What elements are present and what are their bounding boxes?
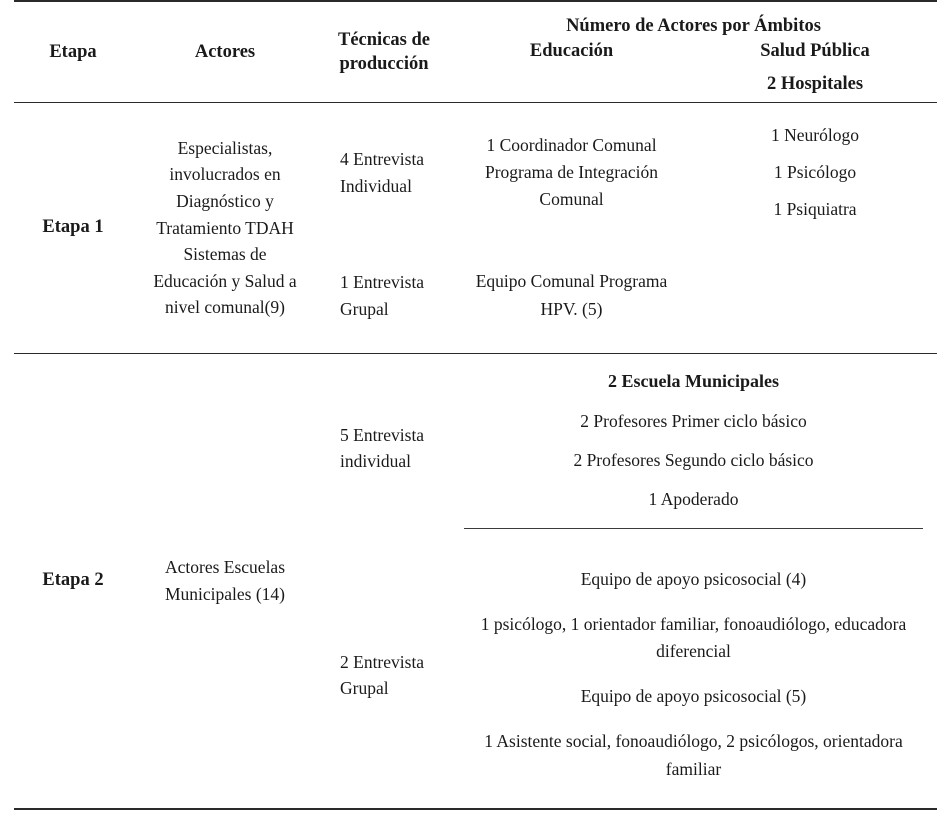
header-hospitales: 2 Hospitales [766,74,864,94]
detail-line: 2 Profesores Segundo ciclo básico [573,449,814,470]
header-salud-publica: Salud Pública [760,41,870,61]
header-actores: Actores [194,41,256,62]
salud-item: 1 Psicólogo [773,162,857,183]
header-tecnicas: Técnicas de producción [338,29,430,74]
cell-etapa-1-salud-1 [693,103,937,243]
detail-line: 1 Asistente social, fonoaudiólogo, 2 psicólogos, orientadora familiar [484,731,903,779]
actors-table [14,0,937,810]
salud-item: 1 Neurólogo [771,125,859,145]
row-group-etapa-1 [14,103,937,354]
detail-line: Equipo de apoyo psicosocial (5) [580,686,807,707]
detail-line: 1 psicólogo, 1 orientador familiar, fonoaudiólogo, educadora diferencial [480,614,907,662]
salud-item: 1 Psiquiatra [773,199,857,220]
detail-line: 2 Profesores Primer ciclo básico [580,410,807,431]
cell-etapa-1-tecnica-1: 4 Entrevista Individual [340,149,425,196]
row-group-etapa-2 [14,353,937,809]
cell-etapa-2-detalle-1 [450,353,937,543]
cell-etapa-2-tecnica-1: 5 Entrevista individual [340,425,425,472]
cell-etapa-1-educacion-2: Equipo Comunal Programa HPV. (5) [475,271,668,319]
cell-etapa-2-actores: Actores Escuelas Municipales (14) [164,557,286,604]
cell-etapa-1-tecnica-2: 1 Entrevista Grupal [340,272,425,319]
cell-etapa-2-detalle-2 [450,543,937,809]
inner-divider [464,528,923,529]
cell-etapa-1-educacion-1: 1 Coordinador Comunal Programa de Integración Comunal [485,135,658,210]
table-bottom-rule [14,809,937,810]
header-group-actores-ambitos: Número de Actores por Ámbitos [566,16,821,36]
header-etapa: Etapa [49,41,97,62]
header-educacion: Educación [529,41,614,61]
table-row [14,353,937,543]
bottom-rule [14,809,937,810]
escuelas-heading: 2 Escuela Municipales [607,370,779,391]
cell-etapa-1-label: Etapa 1 [42,217,104,238]
cell-etapa-2-label: Etapa 2 [42,570,104,591]
cell-etapa-1-salud-2 [693,242,937,353]
table-header [14,1,937,103]
cell-etapa-2-tecnica-2: 2 Entrevista Grupal [340,652,425,699]
detail-line: Equipo de apoyo psicosocial (4) [580,568,807,589]
header-row-group [14,1,937,41]
cell-etapa-1-actores: Especialistas, involucrados en Diagnóstico y Tratamiento TDAH Sistemas de Educación y Salud a nivel comunal(9) [153,137,297,318]
detail-line: 1 Apoderado [648,488,739,509]
header-empty-educacion [450,62,693,103]
table-row [14,103,937,243]
